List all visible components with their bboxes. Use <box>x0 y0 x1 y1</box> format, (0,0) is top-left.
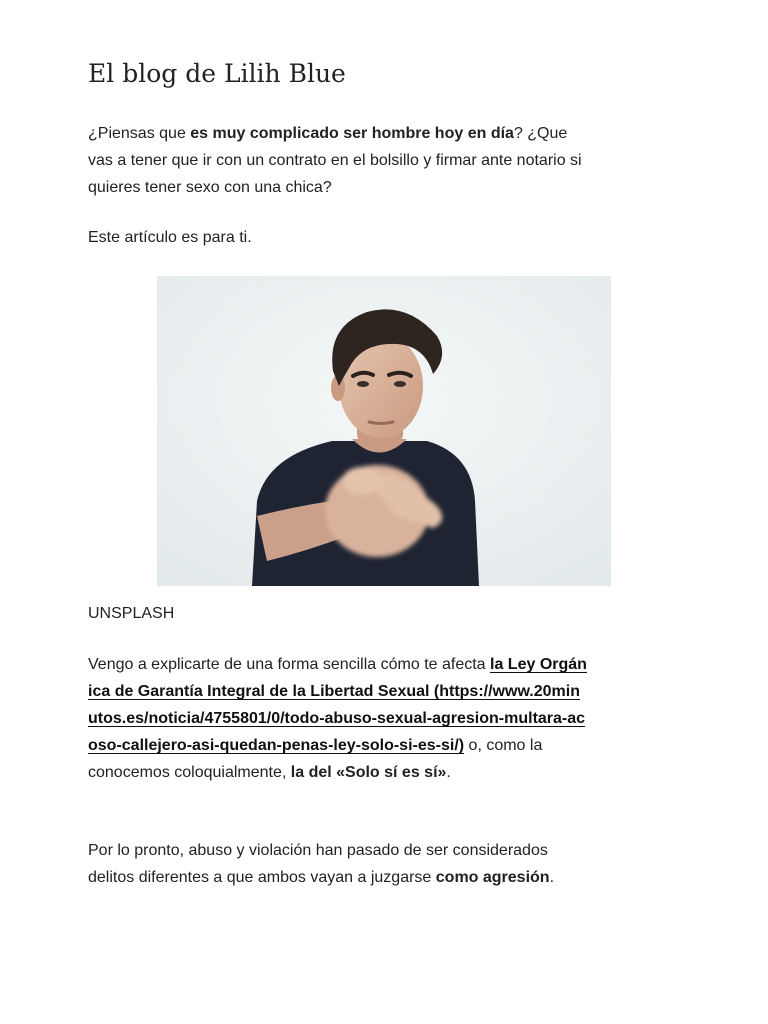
intro-text-end: ? ¿Que vas a tener que ir con un contrato en el bolsillo y firmar ante notario si quieres tener sexo con una chica? <box>88 125 582 196</box>
mouth <box>369 422 393 424</box>
intro-text-start: ¿Piensas que <box>88 125 191 142</box>
image-caption: UNSPLASH <box>88 605 175 622</box>
blog-title: El blog de Lilih Blue <box>88 59 346 88</box>
law-text-end: . <box>446 764 451 781</box>
aggression-text-end: . <box>549 869 555 886</box>
law-paragraph <box>88 651 588 786</box>
law-text-start: Vengo a explicarte de una forma sencilla cómo te afecta <box>88 656 491 673</box>
aggression-text-start: Por lo pronto, abuso y violación han pasado de ser considerados delitos diferentes a que ambos vayan a juzgarse <box>88 842 548 886</box>
right-eye <box>394 381 406 387</box>
intro-bold-text: es muy complicado ser hombre hoy en día <box>190 125 514 142</box>
law-nickname-bold: la del «Solo sí es sí» <box>290 764 447 781</box>
law-link[interactable]: la Ley Orgánica de Garantía Integral de la Libertad Sexual (https://www.20minutos.es/noticia/4755801/0/todo-abuso-sexual-agresion-multara-acoso-callejero-asi-quedan-penas-ley-solo-si-es-si/) <box>88 656 587 754</box>
intro-paragraph <box>88 120 588 201</box>
article-photo <box>157 276 611 586</box>
aggression-bold-text: como agresión <box>435 869 550 886</box>
aggression-paragraph <box>88 837 588 891</box>
left-eye <box>357 381 369 387</box>
man-pointing-illustration <box>157 276 611 586</box>
law-text-middle: o, como la conocemos coloquialmente, <box>88 737 543 781</box>
article-for-you-paragraph: Este artículo es para ti. <box>88 229 252 246</box>
